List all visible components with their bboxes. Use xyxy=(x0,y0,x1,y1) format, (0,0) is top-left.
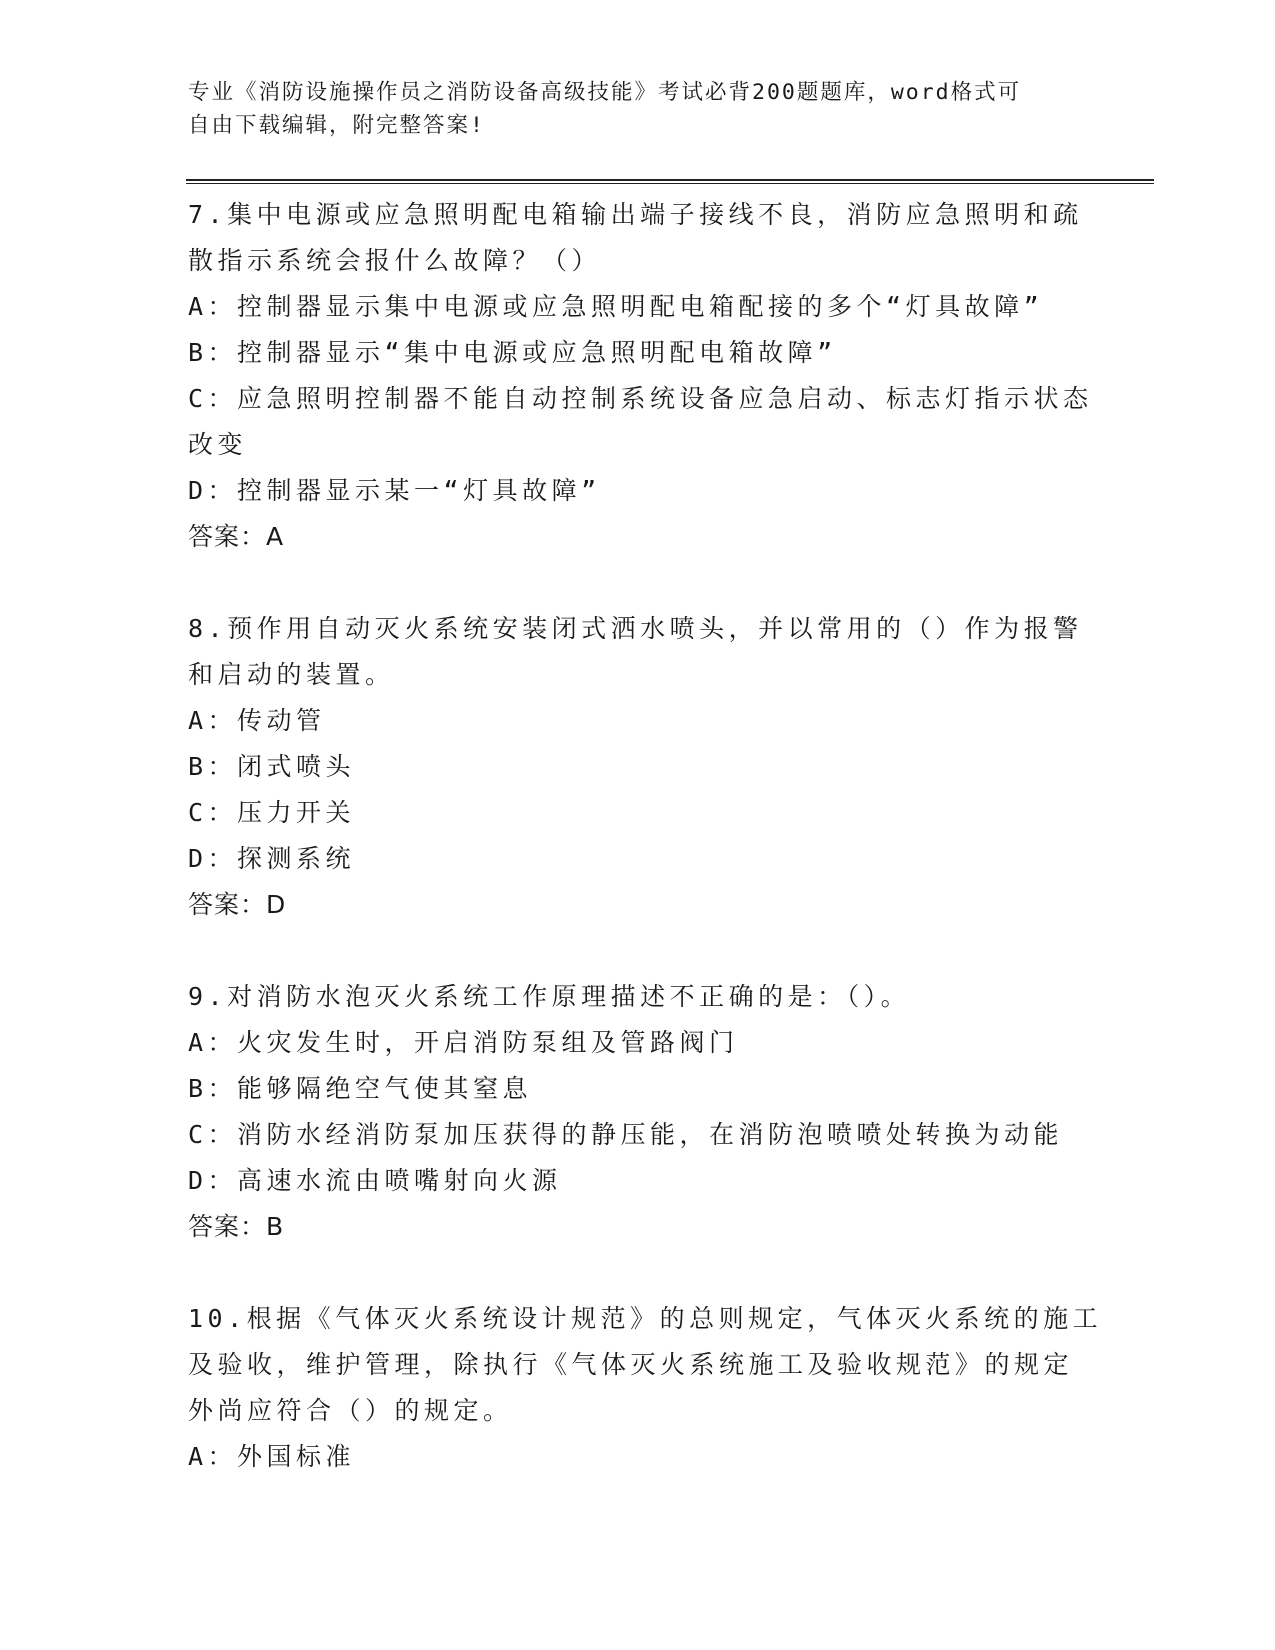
question-stem-line: 及验收，维护管理，除执行《气体灭火系统施工及验收规范》的规定 xyxy=(188,1350,1074,1379)
question-stem-line: 9.对消防水泡灭火系统工作原理描述不正确的是：（）。 xyxy=(188,982,911,1011)
option-b: B：控制器显示“集中电源或应急照明配电箱故障” xyxy=(188,338,837,367)
header-line-1: 专业《消防设施操作员之消防设备高级技能》考试必背200题题库，word格式可 xyxy=(188,80,1022,105)
question-spacer xyxy=(188,1250,1088,1296)
option-c: C：消防水经消防泵加压获得的静压能，在消防泡喷喷处转换为动能 xyxy=(188,1120,1064,1149)
question-10 xyxy=(188,1296,1103,1480)
question-7 xyxy=(188,192,1093,560)
option-b: B：闭式喷头 xyxy=(188,752,356,781)
question-stem-line: 外尚应符合（）的规定。 xyxy=(188,1396,513,1425)
question-stem-line: 7.集中电源或应急照明配电箱输出端子接线不良，消防应急照明和疏 xyxy=(188,200,1083,229)
question-spacer xyxy=(188,560,1088,606)
option-a: A：传动管 xyxy=(188,706,326,735)
option-d: D：控制器显示某一“灯具故障” xyxy=(188,476,601,505)
question-stem-line: 10.根据《气体灭火系统设计规范》的总则规定，气体灭火系统的施工 xyxy=(188,1304,1103,1333)
option-c: C：压力开关 xyxy=(188,798,356,827)
option-a: A：控制器显示集中电源或应急照明配电箱配接的多个“灯具故障” xyxy=(188,292,1044,321)
question-stem-line: 散指示系统会报什么故障？（） xyxy=(188,246,602,275)
question-9 xyxy=(188,974,1088,1250)
question-stem-line: 和启动的装置。 xyxy=(188,660,395,689)
option-c: C：应急照明控制器不能自动控制系统设备应急启动、标志灯指示状态 xyxy=(188,384,1093,413)
option-a: A：外国标准 xyxy=(188,1442,356,1471)
question-spacer xyxy=(188,928,1088,974)
option-d: D：高速水流由喷嘴射向火源 xyxy=(188,1166,562,1195)
answer-label: 答案：A xyxy=(188,522,285,551)
header-divider xyxy=(186,179,1154,184)
document-header xyxy=(188,76,1068,142)
option-b: B：能够隔绝空气使其窒息 xyxy=(188,1074,533,1103)
option-a: A：火灾发生时，开启消防泵组及管路阀门 xyxy=(188,1028,739,1057)
answer-label: 答案：B xyxy=(188,1212,285,1241)
question-list xyxy=(188,192,1103,1480)
option-c-continued: 改变 xyxy=(188,430,248,459)
header-line-2: 自由下载编辑，附完整答案! xyxy=(188,113,485,138)
option-d: D：探测系统 xyxy=(188,844,356,873)
question-stem-line: 8.预作用自动灭火系统安装闭式洒水喷头，并以常用的（）作为报警 xyxy=(188,614,1083,643)
question-8 xyxy=(188,606,1088,928)
answer-label: 答案：D xyxy=(188,890,287,919)
